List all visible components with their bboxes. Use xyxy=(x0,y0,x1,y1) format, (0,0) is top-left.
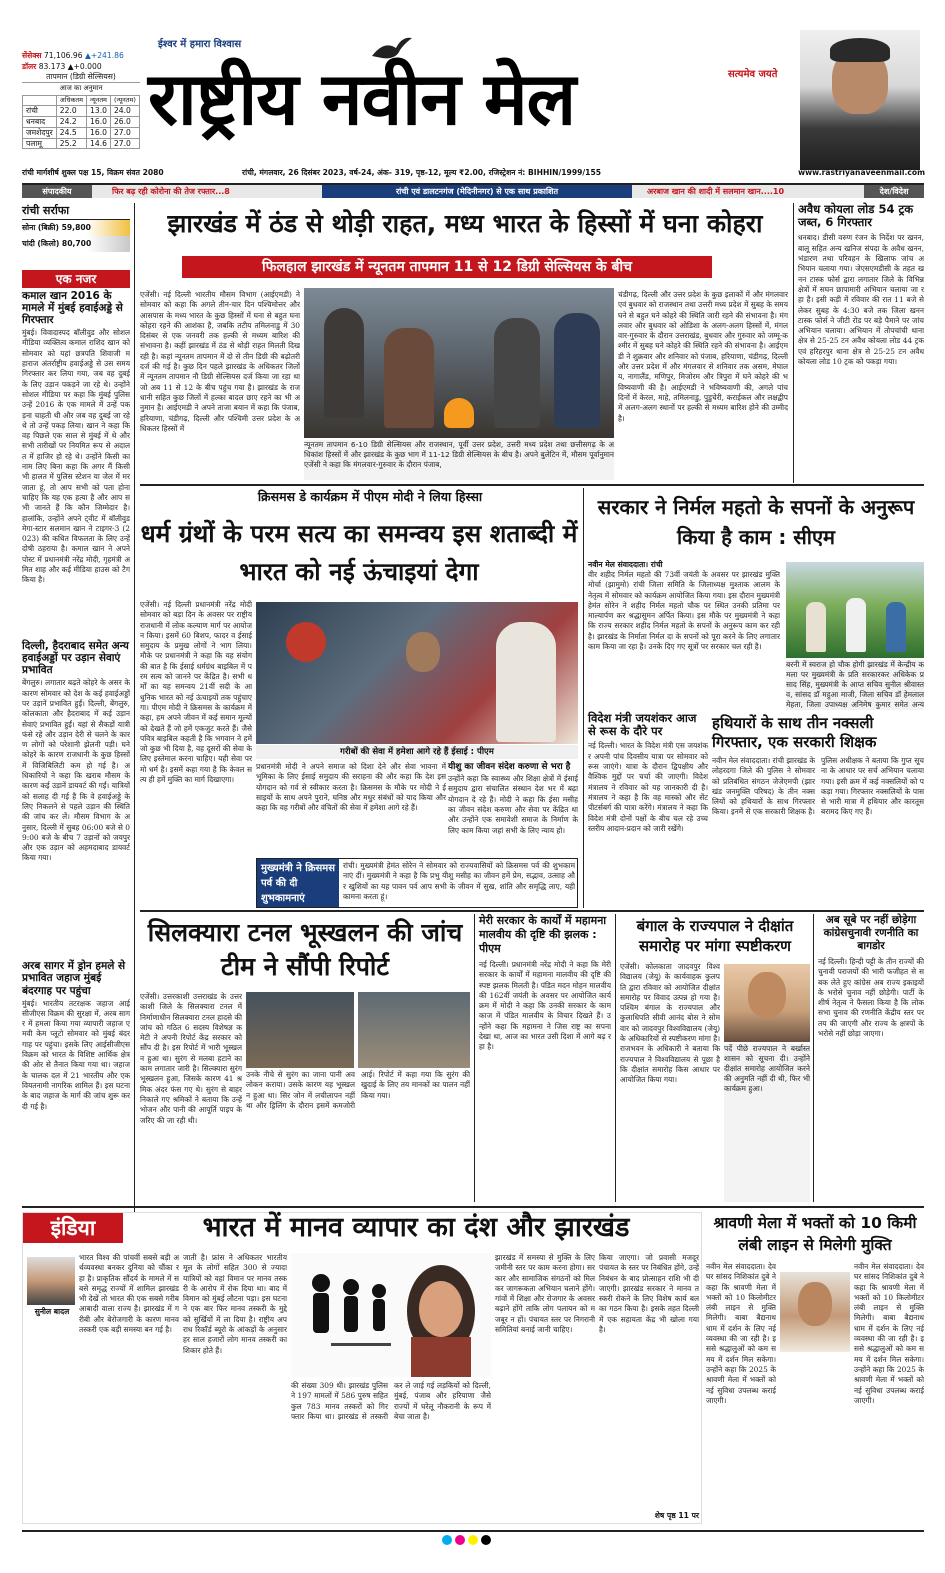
nav-teaser-corona[interactable]: फिर बढ़ रही कोरोना की तेज रफ्तार...8 xyxy=(112,187,230,196)
gold-rate: सोना (बिक्री) 59,800 xyxy=(22,220,130,236)
temp-header-cell: न्यूनतम xyxy=(87,96,111,106)
nirmal-body: वीर शहीद निर्मल महतो की 73वीं जयंती के अवसर पर झारखंड मुक्ति मोर्चा (झामुमो) रांची जिला समिति के जिलाध्यक्ष मुश्ताक आलम के नेतृत्व में सोमवार को कार्यक्रम आयोजित किया गया। इस दौरान मुख्यमंत्री हेमंत सोरेन ने शहीद निर्मल महतो चौक पर स्थित उनकी प्रतिमा पर माल्यार्पण कर श्रद्धासुमन अर्पित किया। इस मौके पर मुख्यमंत्री ने कहा कि राज्य सरकार शहीद निर्मल महतो के सपनों के अनुरूप काम कर रही है। झारखंड के निर्माता निर्मल दा के सपनों को पूरा करने के लिए लगातार काम किया जा रहा है। उनके दिए गए सूत्रों पर सरकार चल रही है। xyxy=(588,570,780,652)
edition-line: रांची मार्गशीर्ष शुक्ल पक्ष 15, विक्रम संवत 2080 xyxy=(22,168,164,177)
temp-cell: 16.0 xyxy=(87,127,111,138)
videsh-headline: विदेश मंत्री जयशंकर आज से रूस के दौरे पर xyxy=(588,711,697,739)
bengal-body: एजेंसी। कोलकाता जादवपुर विश्वविद्यालय (जेयू) के कार्यवाहक कुलपति द्वारा रविवार को आयोजित दीक्षांत समारोह पर विवाद उत्पन्न हो गया है। पश्चिम बंगाल के राज्यपाल और कुलाधिपति सीवी आनंद बोस ने सोमवार को जादवपुर विश्वविद्यालय (जेयू) के अधिकारियों से स्पष्टीकरण मांगा है। राजभवन के अधिकारी ने बताया कि राज्यपाल ने विश्वविद्यालय से पूछा है कि दीक्षांत समारोह किस आधार पर आयोजित किया गया। xyxy=(620,962,720,1085)
dollar-value: 83.173 xyxy=(38,62,66,71)
top-story-col3: चंडीगढ़, दिल्ली और उत्तर प्रदेश के कुछ इलाकों में और मंगलवार एवं बुधवार को राजस्थान तथा उत्तरी मध्य प्रदेश में सुबह के समय घने से बहुत घने कोहरे की स्थिति जारी रहने की संभावना है। मंगलवार और बुधवार को ओडिशा के अलग-अलग हिस्सों में, मंगलवार-गुरुवार के दौरान उत्तराखंड, बुधवार और गुरुवार को जम्मू-कश्मीर में सुबह घने कोहरे की स्थिति रहने की संभावना है। आईएमडी ने शुक्रवार और शनिवार को पंजाब, हरियाणा, चंडीगढ़, दिल्ली और उत्तर प्रदेश में और मंगलवार से शनिवार तक असम, मेघालय, नागालैंड, मणिपुर, मिजोरम और त्रिपुरा में घने कोहरे की भविष्यवाणी की है। आईएमडी ने भविष्यवाणी की, अगले पांच दिनों में केरल, माहे, तमिलनाडु, पुडुचेरी, कराईकल और लक्षद्वीप में अलग-अलग स्थानों पर हल्की से मध्यम बारिश होने की उम्मीद है। xyxy=(618,290,788,423)
dateline: रांची, मंगलवार, 26 दिसंबर 2023, वर्ष-24, अंक- 319, पृष्ठ-12, मूल्य ₹2.00, रजिस्ट्रेशन नं: BIHHIN/1999/155 xyxy=(242,168,602,177)
bonfire-photo xyxy=(304,288,614,438)
naxal-headline: हथियारों के साथ तीन नक्सली गिरफ्तार, एक सरकारी शिक्षक xyxy=(712,714,877,751)
author-name: सुनील बादल xyxy=(34,1307,70,1316)
shravani-body-cont: नवीन मेल संवाददाता। देवघर सांसद निशिकांत दुबे ने कहा कि श्रावणी मेला में भक्तों को 10 किलोमीटर लंबी लाइन से मुक्ति मिलेगी। बाबा बैद्यनाथ धाम में दर्शन के लिए नई व्यवस्था की जा रही है। इससे श्रद्धालुओं को कम समय में दर्शन मिल सकेगा। उन्होंने कहा कि 2025 के श्रावणी मेला में भक्तों को नई सुविधा उपलब्ध कराई जाएगी। xyxy=(854,1262,924,1405)
nirmal-story xyxy=(588,560,780,710)
headline-drone-ship: अरब सागर में ड्रोन हमले से प्रभावित जहाज मुंबई बंदरगाह पर पहुंचा xyxy=(22,960,126,997)
shravani-story xyxy=(706,1212,924,1524)
sarafa-title: रांची सर्राफा xyxy=(22,203,130,220)
silkyara-photo-caption: उनके नीचे से सुरंग का जाना पानी अवलोकन कराया। उसके कारण यह भूस्खलन हुआ था। सिर जोन में लचीलापन नहीं था और ड्रिलिंग के दौरान इसमें कमजोरी आई। रिपोर्ट में कहा गया कि सुरंग की खुदाई के लिए तय मानकों का पालन नहीं किया गया। xyxy=(246,1070,470,1110)
silkyara-photo-2 xyxy=(358,992,470,1068)
nav-teaser-salman[interactable]: अरबाज खान की शादी में सलमान खान....10 xyxy=(647,187,785,196)
modi-headline: धर्म ग्रंथों के परम सत्य का समन्वय इस शताब्दी में भारत को नई ऊंचाइयां देगा xyxy=(140,519,578,586)
tagline: ईश्वर में हमारा विश्वास xyxy=(158,39,242,50)
sensex-value: 71,106.96 xyxy=(43,51,83,60)
temp-cell: 24.5 xyxy=(56,127,86,138)
india-col1: भारत विश्व की पांचवीं सबसे बड़ी अर्थव्यवस्था बनकर दुनिया को चौंका रहा है। प्राकृतिक सौंदर्य के मामले में सबसे समृद्ध राज्यों में शामिल झारखंड भी देखें तो भारत की एक सबसे गरीब आबादी वाला राज्य है। झारखंड में गरीबी और बेरोजगारी के कारण मानव तस्करी एक बड़ी समस्या बन गई है। xyxy=(79,1253,179,1335)
yeshu-box-title: यीशु का जीवन संदेश करुणा से भरा है xyxy=(448,762,571,772)
registration-dot xyxy=(455,1535,465,1545)
motto: सत्यमेव जयते xyxy=(728,69,778,80)
temp-cell: 14.6 xyxy=(87,138,111,149)
temp-header-cell: (न्यूनतम) xyxy=(110,96,139,106)
modi-below-photo: प्रधानमंत्री मोदी ने अपने समाज को दिशा देने और सेवा भावना में भूमिका के लिए ईसाई समुदाय की सराहना की और कहा कि देश इस योगदान को गर्व से स्वीकार करता है। क्रिसमस के मौके पर मोदी ने ईसाइयों के साथ अपने पुराने, घनिष्ठ और मधुर संबंधों को याद किया और कहा कि वह गरीबों और वंचितों की सेवा में हमेशा आगे रहे हैं। xyxy=(256,762,446,813)
nirmal-photo-caption: बरनी में स्वराज हो चौक होगी झारखंड में केन्द्रीय कमला पर मुख्यमंत्री के प्रति सरकारकर अधिकेक प्रसाद सिंह, मुख्यमंत्री के आप्त सचिव सुनील श्रीवास्तव, सांसद डॉ महुआ माजी, जिला सचिव डॉ हेमलाल मेहता, जिला उपाध्यक्ष अनिमेष कुमार समेत अन्य xyxy=(786,660,924,709)
temp-cell: रांची xyxy=(23,106,57,117)
modi-christmas-photo xyxy=(256,602,578,744)
headline-flights: दिल्ली, हैदराबाद समेत अन्य हवाईअड्डों पर उड़ान सेवाएं प्रभावित xyxy=(22,640,129,677)
temp-cell: 26.0 xyxy=(110,116,139,127)
temp-cell: 22.0 xyxy=(56,106,86,117)
nav-desh-videsh[interactable]: देश/विदेश xyxy=(864,185,924,198)
top-story-col1: एजेंसी। नई दिल्ली भारतीय मौसम विभाग (आईएमडी) ने सोमवार को कहा कि अगले तीन-चार दिन पश्चिमोत्तर और आसपास के मध्य भारत के कुछ हिस्सों में घना से बहुत घना कोहरा रहने की आशंका है, जबकि तटीय तमिलनाडु में 30 दिसंबर से एक जनवरी तक हल्की से मध्यम बारिश की संभावना है। कहीं झारखंड में ठंड से थोड़ी राहत मिलती दिख रही है। कहां न्यूनतम तापमान में दो से तीन डिग्री की बढ़ोतरी दर्ज की गई है। कुछ दिन पहले झारखंड के अधिकतर जिलों में न्यूनतम तापमान नौ डिग्री सेल्सियस दर्ज किया जा रहा था जो अब 11 से 12 के बीच पहुंच गया है। झारखंड के राजधानी सहित कुछ जिलों में हल्का बादल छाए रहने का भी अनुमान है। आईएमडी ने अपने ताजा बयान में कहा कि पंजाब, हरियाणा, चंडीगढ़, दिल्ली और पश्चिमी उत्तर प्रदेश के अधिकतर हिस्सों में xyxy=(140,290,300,433)
nav-edition-banner: रांची एवं डालटनगंज (मेदिनीनगर) से एक साथ प्रकाशित xyxy=(322,185,632,198)
congress-headline: अब सूबे पर नहीं छोड़ेगा कांग्रेसचुनावी रणनीति का बागडोर xyxy=(823,914,919,952)
nirmal-photo xyxy=(786,562,924,658)
shravani-body: नवीन मेल संवाददाता। देवघर सांसद निशिकांत दुबे ने कहा कि श्रावणी मेला में भक्तों को 10 किलोमीटर लंबी लाइन से मुक्ति मिलेगी। बाबा बैद्यनाथ धाम में दर्शन के लिए नई व्यवस्था की जा रही है। इससे श्रद्धालुओं को कम समय में दर्शन मिल सकेगा। उन्होंने कहा कि 2025 के श्रावणी मेला में भक्तों को नई सुविधा उपलब्ध कराई जाएगी। xyxy=(706,1262,776,1405)
registration-dot xyxy=(468,1535,478,1545)
videsh-story xyxy=(588,712,708,908)
temp-cell: 16.0 xyxy=(87,116,111,127)
temp-cell: 24.2 xyxy=(56,116,86,127)
temperature-table xyxy=(22,95,140,149)
registration-dot xyxy=(481,1535,491,1545)
registration-color-dots xyxy=(442,1535,494,1548)
registration-dot xyxy=(442,1535,452,1545)
sarafa-box xyxy=(22,203,130,265)
temp-cell: 27.0 xyxy=(110,127,139,138)
cm-wish-box xyxy=(256,858,578,908)
temp-cell: जमशेदपुर xyxy=(23,127,57,138)
bengal-headline: बंगाल के राज्यपाल ने दीक्षांत समारोह पर मांगा स्पष्टीकरण xyxy=(636,917,794,955)
section-ek-nazar: एक नजर xyxy=(22,270,130,288)
sensex-change: ▲+241.86 xyxy=(85,51,124,60)
bengal-photo-caption: पर्दे पीछे राज्यपाल ने बर्खास्त शासन को सूचना दी। उन्होंने दीक्षांत समारोह आयोजित करने की अनुमति नहीं दी थी, फिर भी कार्यक्रम हुआ। xyxy=(724,1044,810,1202)
nav-editorial[interactable]: संपादकीय xyxy=(22,185,92,198)
temp-cell: धनबाद xyxy=(23,116,57,127)
temp-cell: पलामू xyxy=(23,138,57,149)
modi-kicker: क्रिसमस डे कार्यक्रम में पीएम मोदी ने लिया हिस्सा xyxy=(257,489,483,504)
cm-wish-body: रांची। मुख्यमंत्री हेमंत सोरेन ने सोमवार को राज्यवासियों को क्रिसमस पर्व की शुभकामनाएं दीं। मुख्यमंत्री ने कहा है कि प्रभु यीशु मसीह का जीवन हमें प्रेम, सद्भाव, उत्साह और खुशियों का यह पावन पर्व आप सभी के जीवन में सुख, शांति और समृद्धि लाए, यही कामना करता हूं। xyxy=(343,861,575,901)
naxal-body: नवीन मेल संवाददाता। रांची झारखंड के लोहरदगा जिले की पुलिस ने सोमवार को प्रतिबंधित संगठन जेजेएमपी (झारखंड जनमुक्ति परिषद) के तीन नक्सलियों को हथियारों के साथ गिरफ्तार किया। इनमें से एक सरकारी शिक्षक है। पुलिस अधीक्षक ने बताया कि गुप्त सूचना के आधार पर सर्च अभियान चलाया गया। इसी क्रम में कई नक्सलियों को पकड़ा गया। गिरफ्तार नक्सलियों के पास से भारी मात्रा में हथियार और कारतूस बरामद किए गए हैं। xyxy=(712,756,924,817)
body-drone-ship: मुंबई। भारतीय तटरक्षक जहाज आईसीजीएस विक्रम की सुरक्षा में, अरब सागर में हमला किया गया व्यापारी जहाज एमवी केम प्लूटो सोमवार को मुंबई बंदरगाह पर पहुंचा। इसके लिए आईसीजीएस विक्रम को भारत के विशिष्ट आर्थिक क्षेत्र की ओर से तैनात किया गया था। जहाज के चालक दल में 21 भारतीय और एक वियतनामी नागरिक शामिल हैं। इस घटना के बाद जहाज के मार्ग की जांच शुरू कर दी गई है। xyxy=(22,998,130,1111)
silkyara-headline: सिलक्यारा टनल भूस्खलन की जांच टीम ने सौंपी रिपोर्ट xyxy=(147,918,463,981)
modi-photo-caption: गरीबों की सेवा में हमेशा आगे रहे हैं ईसाई : पीएम xyxy=(256,745,578,759)
india-col5: किया जाएगा। जो प्रवासी मजदूर पंचायत के स्तर पर निबंधित होंगे, उन्हें निबंधन के बाद प्रोत्साहन राशि भी दी जाएगी। झारखंड सरकार ने मानव तस्करी रोकने के लिए विशेष कार्य बल का गठन किया है। इसके तहत दिल्ली में एक सहायता केंद्र भी खोला गया है। xyxy=(599,1253,699,1335)
left-news-column xyxy=(22,270,130,1215)
sensex-label: सेंसेक्स xyxy=(22,51,42,60)
body-coal-trucks: धनबाद। डीसी वरुण रंजन के निर्देश पर खनन, बालू सहित अन्य खनिज संपदा के अवैध खनन, भंडारण तथा परिवहन के खिलाफ जांच अभियान चलाया गया। जेएसएमडीसी के तहत खनन टास्क फोर्स द्वारा लगातार जिले के विभिन्न क्षेत्रों में सघन छापामारी अभियान चलाया जा रहा है। इसी कड़ी में रविवार की रात 11 बजे से लेकर सुबह के 4:30 बजे तक जिला खनन टास्क फोर्स ने जीटी रोड पर बड़े पैमाने पर जांच अभियान चलाया। अभियान में तोपचांची थाना क्षेत्र से 25-25 टन अवैध कोयला लोड 44 ट्रक एवं हरिहरपुर थाना क्षेत्र से 25-25 टन अवैध कोयला लोड 10 ट्रक को पकड़ा गया। xyxy=(798,233,924,366)
india-section-label: इंडिया xyxy=(23,1213,123,1243)
temp-cell: 24.0 xyxy=(110,106,139,117)
trafficking-illustration xyxy=(291,1253,491,1377)
top-headline: झारखंड में ठंड से थोड़ी राहत, मध्य भारत के हिस्सों में घना कोहरा xyxy=(167,209,763,238)
nirmal-headline: सरकार ने निर्मल महतो के सपनों के अनुरूप किया है काम : सीएम xyxy=(597,495,915,549)
continued-note: शेष पृष्ठ 11 पर xyxy=(654,1511,699,1520)
silver-rate: चांदी (किलो) 80,700 xyxy=(22,236,130,252)
temp-cell: 27.0 xyxy=(110,138,139,149)
governor-photo xyxy=(724,964,810,1042)
footer-bar xyxy=(22,1530,924,1546)
author-photo xyxy=(27,1257,75,1305)
temp-header-cell: अधिकतम xyxy=(56,96,86,106)
congress-story xyxy=(818,914,924,1202)
malviya-headline: मेरी सरकार के कार्यों में महामना मालवीय की दृष्टि की झलक : पीएम xyxy=(479,914,607,955)
shravani-headline: श्रावणी मेला में भक्तों को 10 किमी लंबी लाइन से मिलेगी मुक्ति xyxy=(713,1214,917,1254)
body-kamal-khan: मुंबई। विवादास्पद बॉलीवुड और सोशल मीडिया व्यक्तित्व कमाल राशिद खान को सोमवार को यहां छत्रपति शिवाजी महाराज अंतर्राष्ट्रीय हवाईअड्डे से उस समय गिरफ्तार कर लिया गया, जब वह दुबई के लिए उड़ान पकड़ने जा रहे थे। उन्होंने सोशल मीडिया पर कहा कि मुंबई पुलिस उन्हें 2016 के एक मामले में उन्हें पकड़ना चाहती थी और जब वह दुबई जा रहे थे तो उन्हें पकड़ लिया। खान ने कहा कि वह पिछले एक साल से मुंबई में थे और सभी तारीखों पर नियमित रूप से अदालत में हाजिर हो रहे थे। उन्होंने किसी का नाम लिए बिना कहा कि अगर मैं किसी भी हालत में पुलिस स्टेशन या जेल में मर जाता हूं, तो आप सभी को पता होना चाहिए कि यह एक हत्या है और आप सभी जानते हैं कि कौन जिम्मेदार है। हालांकि, उन्होंने अपने ट्वीट में बॉलीवुड मेगा-स्टार सलमान खान ने टाइगर-3 (2023) की कथित विफलता के लिए उन्हें दोषी ठहराया है। कमाल खान ने अपने पोस्ट में प्रधानमंत्री नरेंद्र मोदी, गृहमंत्री अमित शाह और कई मीडिया हाउस को टैग किया है। xyxy=(22,328,130,585)
malviya-body: नई दिल्ली। प्रधानमंत्री नरेंद्र मोदी ने कहा कि मेरी सरकार के कार्यों में महामना मालवीय की दृष्टि की स्पष्ट झलक मिलती है। पंडित मदन मोहन मालवीय की 162वीं जयंती के अवसर पर आयोजित कार्यक्रम में मोदी ने कहा कि उनकी सरकार के कामकाज में पंडित मालवीय के विचार दिखते हैं। उन्होंने कहा कि महामना ने जिस राष्ट्र का सपना देखा था, आज का भारत उसी दिशा में आगे बढ़ रहा है। xyxy=(479,960,611,1052)
cm-wish-label: मुख्यमंत्री ने क्रिसमस पर्व की दी शुभकामनाएं xyxy=(257,859,339,907)
bonfire-caption: न्यूनतम तापमान 6-10 डिग्री सेल्सियस और राजस्थान, पूर्वी उत्तर प्रदेश, उत्तरी मध्य प्रदेश तथा छत्तीसगढ़ के अधिकांश हिस्सों में और झारखंड के कुछ भाग में 11-12 डिग्री सेल्सियस के बीच है। अपने बुलेटिन में, मौसम पूर्वानुमान एजेंसी ने कहा कि मंगलवार-गुरुवार के दौरान पंजाब, xyxy=(304,440,614,480)
yeshu-box xyxy=(448,762,578,854)
temp-cell: 25.2 xyxy=(56,138,86,149)
temp-header-cell xyxy=(23,96,57,106)
silkyara-body: एजेंसी। उत्तरकाशी उत्तराखंड के उत्तरकाशी जिले के सिलक्यारा टनल में निर्माणाधीन सिलक्यारा टनल हादसे की जांच को गठित 6 सदस्य विशेषज्ञ कमेटी ने अपनी रिपोर्ट केंद्र सरकार को सौंप दी है। इस रिपोर्ट में भारी भूस्खलन हुआ था। सुरंग से मलबा हटाने का काम लगातार जारी है। सिल्क्यारा सुरंग भूस्खलन हुआ, जिसके कारण 41 श्रमिक अंदर फंस गए थे। सुरंग से बाहर निकाले गए श्रमिकों ने बताया कि उन्हें भोजन और पानी की आपूर्ति पाइप के जरिए की जा रही थी। xyxy=(140,992,242,1125)
masthead xyxy=(148,39,798,170)
right-news-column xyxy=(798,203,924,483)
india-col2: जाती है। फ्रांस ने अधिकतर भारतीय मूल के लोगों सहित 300 से ज्यादा यात्रियों को वहां विमान पर मानव तस्करी के आरोप में रोक दिया था। बाद में विमान को मुंबई लौटना पड़ा। इस घटना ने एक बार फिर मानव तस्करी के मुद्दे को सुर्खियों में ला दिया है। राष्ट्रीय अपराध रिकॉर्ड ब्यूरो के आंकड़ों के अनुसार हर साल हजारों लोग मानव तस्करी का शिकार होते हैं। xyxy=(183,1253,287,1355)
naxal-story xyxy=(712,714,924,908)
temperature-subtitle: आज का अनुमान xyxy=(59,84,103,92)
temperature-title: तापमान (डिग्री सेल्सियस) xyxy=(22,72,140,83)
nav-bar xyxy=(22,183,924,198)
india-section xyxy=(22,1212,702,1524)
india-col4: झारखंड में समस्या से मुक्ति के लिए जमीनी स्तर पर काम करना होगा। सरकार और सामाजिक संगठनों को मिलकर जागरूकता अभियान चलाने होंगे। गांवों में शिक्षा और रोजगार के अवसर बढ़ाने होंगे ताकि लोग पलायन को मजबूर न हों। पंचायत स्तर पर निगरानी समितियां बनाई जानी चाहिए। xyxy=(495,1253,595,1335)
headline-kamal-khan: कमाल खान 2016 के मामले में मुंबई हवाईअड्डे से गिरफ्तार xyxy=(22,290,123,327)
top-subheadline: फिलहाल झारखंड में न्यूनतम तापमान 11 से 12 डिग्री सेल्सियस के बीच xyxy=(182,256,712,278)
temp-cell: 13.0 xyxy=(87,106,111,117)
website[interactable]: www.rastriyanaveenmail.com xyxy=(798,168,925,177)
body-flights: बेंगलुरु। लगातार बढ़ते कोहरे के असर के कारण सोमवार को देश के कई हवाईअड्डों पर उड़ानें प्रभावित हुईं। दिल्ली, बेंगलुरु, कोलकाता और हैदराबाद में कई उड़ान सेवाएं प्रभावित हुईं। यहां से सैकड़ों यात्री फंसे रहे और उड़ान देरी से चलने के कारण लोगों को परेशानी झेलनी पड़ी। घने कोहरे के कारण राजधानी के कुछ हिस्सों में विजिबिलिटी कम हो गई है। अधिकारियों ने कहा कि खराब मौसम के कारण कई उड़ानें डायवर्ट की गईं। यात्रियों को सलाह दी गई है कि वे हवाईअड्डे के लिए निकलने से पहले उड़ान की स्थिति की जांच कर लें। मौसम विभाग के अनुसार, दिल्ली में सुबह 06:00 बजे से 09:00 बजे के बीच 7 उड़ानों को जयपुर और एक उड़ान को अहमदाबाद डायवर्ट किया गया। xyxy=(22,678,130,863)
india-headline: भारत में मानव व्यापार का दंश और झारखंड xyxy=(202,1212,630,1243)
modi-body: एजेंसी। नई दिल्ली प्रधानमंत्री नरेंद्र मोदी सोमवार को बड़ा दिन के अवसर पर राष्ट्रीय राजधानी में लोक कल्याण मार्ग पर आयोजन किया। इसमें 60 बिशप, फादर व ईसाई समुदाय के प्रमुख लोगों ने भाग लिया। मौके पर प्रधानमंत्री ने कहा कि यह संयोग की बात है कि ईसाई धर्मग्रंथ बाइबिल में परम सत्य को जानने पर केंद्रित है। सभी धर्मों का यह समन्वय 21वीं सदी के आधुनिक भारत को नई ऊंचाइयों तक पहुंचाएगा। पीएम मोदी ने क्रिसमस के कार्यक्रम में कहा, हम अपने जीवन में कई समान मूल्यों को देखते हैं जो हमें एकजुट करते हैं। जैसे पवित्र बाइबिल कहती है कि भगवान ने हमें जो कुछ भी दिया है, वह दूसरों की सेवा के लिए इस्तेमाल करना चाहिए। यही सेवा परमो धर्म है। इसमें कहा गया है कि केवल सत्य ही हमें मुक्ति का मार्ग दिखाएगा। xyxy=(140,600,252,785)
market-panel xyxy=(22,50,140,172)
malviya-story xyxy=(479,914,611,1202)
videsh-body: नई दिल्ली। भारत के विदेश मंत्री एस जयशंकर अपनी पांच दिवसीय यात्रा पर सोमवार को रूस जाएंगे। यात्रा के दौरान द्विपक्षीय और वैश्विक मुद्दों पर चर्चा की जाएगी। विदेश मंत्रालय ने रविवार को यह जानकारी दी है। मंत्रालय ने कहा है कि वह मास्को और सेंट पीटर्सबर्ग की यात्रा करेंगे। मंत्रालय ने कहा कि विदेश मंत्री दोनों पक्षों के बीच चल रहे उच्च स्तरीय आदान-प्रदान को जारी रखेंगे। xyxy=(588,741,708,833)
india-col3: की संख्या 309 थी। झारखंड पुलिस ने 197 मामलों में 586 पुरुष सहित कुल 783 मानव तस्करों को गिरफ्तार किया था। झारखंड से तस्करी कर ले जाई गई लड़कियों को दिल्ली, मुंबई, पंजाब और हरियाणा जैसे राज्यों में घरेलू नौकरानी के रूप में बेचा जाता है। xyxy=(291,1381,491,1421)
silkyara-photo-1 xyxy=(246,992,354,1068)
newspaper-title: राष्ट्रीय नवीन मेल xyxy=(148,57,576,142)
nirmal-byline: नवीन मेल संवाददाता। रांची xyxy=(588,560,663,569)
dollar-label: डॉलर xyxy=(22,62,37,71)
celebrity-photo xyxy=(800,30,920,170)
congress-body: नई दिल्ली। हिन्दी पट्टी के तीन राज्यों की चुनावी पराजयों की भारी फजीहत से सबक लेते हुए कांग्रेस अब राज्य इकाइयों के भरोसे चुनाव नहीं छोड़ेगी। पार्टी के शीर्ष नेतृत्व ने फैसला किया है कि लोकसभा चुनाव की रणनीति केंद्रीय स्तर पर तय की जाएगी और राज्य के क्षत्रपों के भरोसे नहीं छोड़ा जाएगा। xyxy=(818,957,924,1039)
mp-photo xyxy=(780,1272,850,1352)
yeshu-box-body: उन्होंने कहा कि स्वास्थ्य और शिक्षा क्षेत्रों में ईसाई समुदाय द्वारा संचालित संस्थान देश भर में बढ़ा योगदान दे रहे हैं। मोदी ने कहा कि ईसा मसीह का जीवन संदेश करुणा और सेवा पर केंद्रित था और उन्होंने एक समावेशी समाज के निर्माण के लिए काम किया जहां सभी के लिए न्याय हो। xyxy=(448,774,578,835)
headline-coal-trucks: अवैध कोयला लोड 54 ट्रक जब्त, 6 गिरफ्तार xyxy=(798,202,914,230)
dollar-change: ▲+0.000 xyxy=(67,62,102,71)
